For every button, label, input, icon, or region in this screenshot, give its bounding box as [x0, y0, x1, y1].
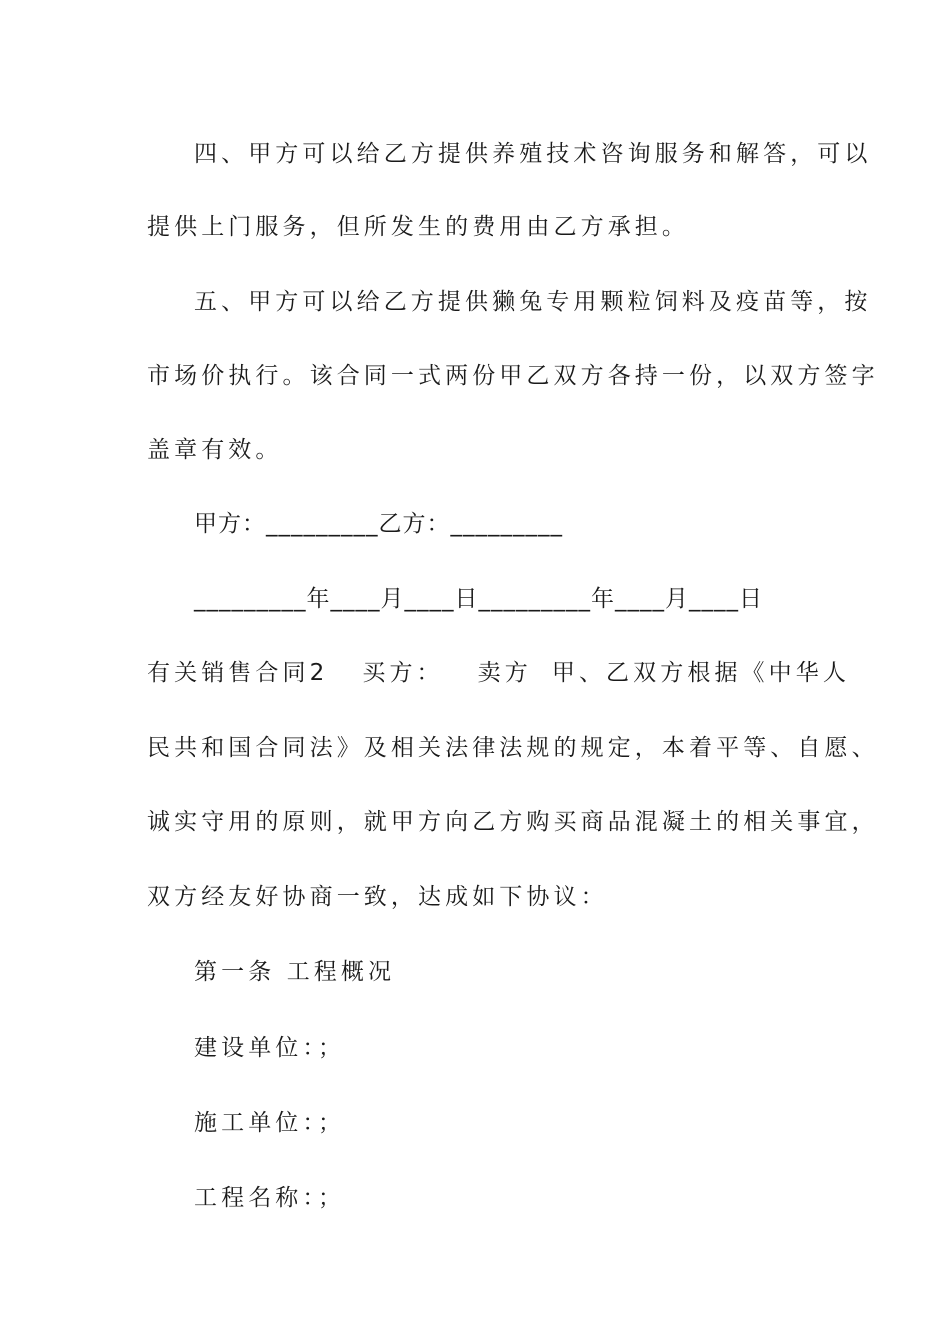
paragraph-line: 四、甲方可以给乙方提供养殖技术咨询服务和解答，可以	[194, 141, 872, 167]
contract-title: 有关销售合同2	[147, 660, 329, 686]
field-construction-unit: 建设单位：；	[194, 1035, 346, 1061]
paragraph-line: 双方经友好协商一致，达成如下协议：	[147, 884, 608, 910]
paragraph-line: 民共和国合同法》及相关法律法规的规定，本着平等、自愿、	[147, 735, 879, 761]
paragraph-line: 五、甲方可以给乙方提供獭兔专用颗粒饲料及疫苗等，按	[194, 289, 872, 315]
article-heading: 第一条 工程概况	[194, 959, 396, 985]
paragraph-line: 盖章有效。	[147, 437, 283, 463]
paragraph-text: 甲、乙双方根据《中华人	[551, 660, 850, 686]
field-project-name: 工程名称：；	[194, 1185, 346, 1211]
date-line: _________年____月____日_________年____月____日	[194, 586, 763, 612]
paragraph-line: 市场价执行。该合同一式两份甲乙双方各持一份，以双方签字	[147, 363, 879, 389]
buyer-label: 买方：	[362, 660, 444, 686]
paragraph-line: 提供上门服务，但所发生的费用由乙方承担。	[147, 214, 689, 240]
paragraph-line-contract-heading	[147, 657, 850, 689]
paragraph-line: 诚实守用的原则，就甲方向乙方购买商品混凝土的相关事宜，	[147, 809, 879, 835]
field-builder-unit: 施工单位：；	[194, 1110, 346, 1136]
signature-line: 甲方：_________乙方：_________	[194, 511, 563, 537]
seller-label: 卖方	[477, 660, 532, 686]
